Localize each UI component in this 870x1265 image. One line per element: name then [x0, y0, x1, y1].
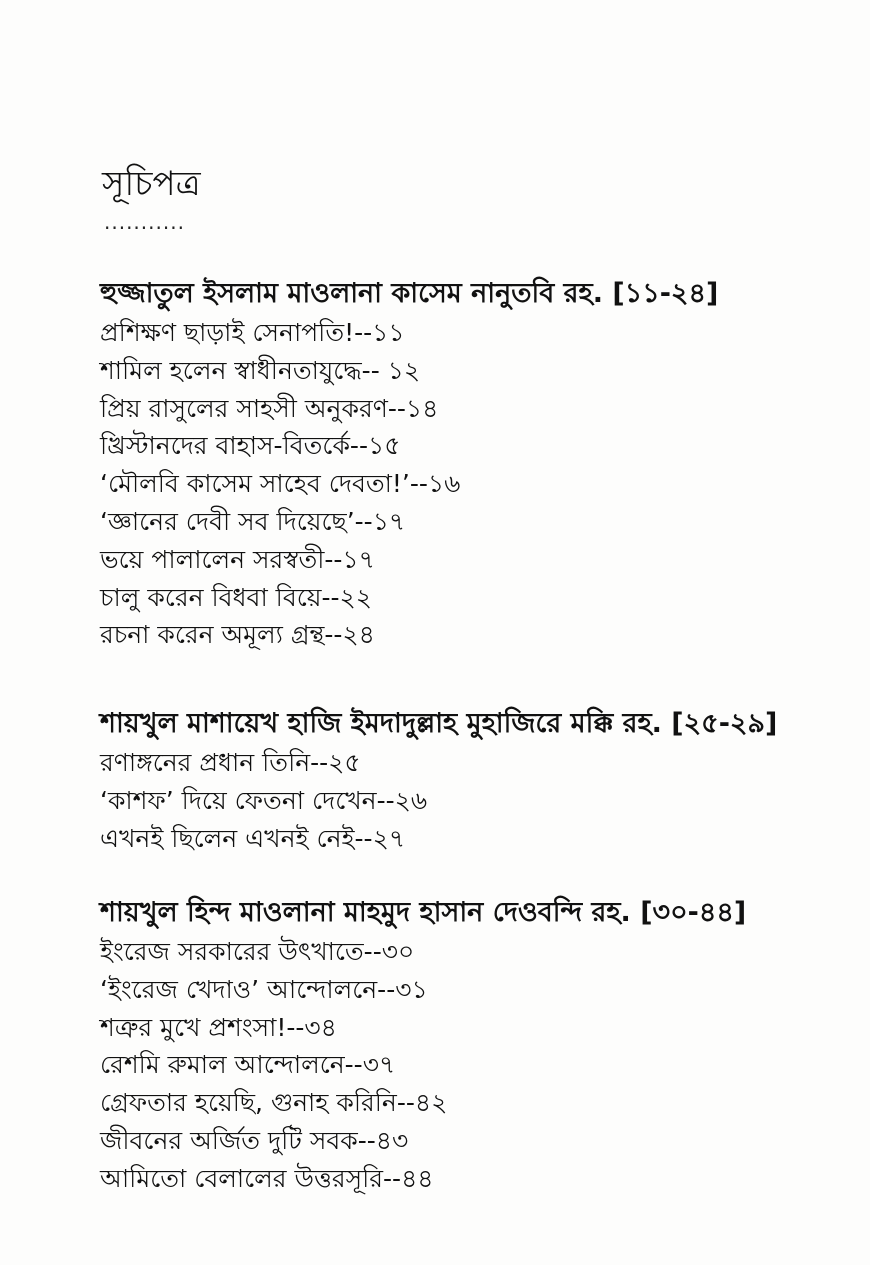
- toc-entry: ইংরেজ সরকারের উৎখাতে--৩০: [100, 937, 415, 966]
- toc-entry: ‘মৌলবি কাসেম সাহেব দেবতা!’--১৬: [100, 469, 461, 499]
- section-heading: হুজ্জাতুল ইসলাম মাওলানা কাসেম নানুতবি রহ. [১১-২৪]: [100, 278, 719, 309]
- toc-entry: প্রিয় রাসুলের সাহসী অনুকরণ--১৪: [100, 393, 439, 423]
- toc-entry: রচনা করেন অমূল্য গ্রন্থ--২৪: [100, 620, 375, 650]
- toc-entry: শামিল হলেন স্বাধীনতাযুদ্ধে-- ১২: [100, 355, 421, 385]
- section-heading: শায়খুল মাশায়েখ হাজি ইমদাদুল্লাহ মুহাজিরে মক্কি রহ. [২৫-২৯]: [100, 708, 778, 739]
- title-dotted-underline: ...........: [104, 210, 185, 234]
- toc-entry: আমিতো বেলালের উত্তরসূরি--৪৪: [100, 1163, 434, 1193]
- toc-entry: রণাঙ্গনের প্রধান তিনি--২৫: [100, 748, 361, 777]
- toc-entry: ‘ইংরেজ খেদাও’ আন্দোলনে--৩১: [100, 974, 428, 1004]
- toc-entry: শত্রুর মুখে প্রশংসা!--৩৪: [100, 1012, 337, 1042]
- toc-entry: প্রশিক্ষণ ছাড়াই সেনাপতি!--১১: [100, 318, 405, 347]
- page-title: সূচিপত্র: [102, 164, 201, 204]
- toc-section-mahmud-hasan: [100, 893, 860, 1198]
- toc-section-imdadullah: [100, 704, 860, 857]
- toc-entry: ‘জ্ঞানের দেবী সব দিয়েছে’--১৭: [100, 506, 406, 536]
- toc-section-nanutvi: [100, 274, 860, 654]
- toc-entry: ‘কাশফ’ দিয়ে ফেতনা দেখেন--২৬: [100, 785, 428, 815]
- toc-entry: এখনই ছিলেন এখনই নেই--২৭: [100, 823, 406, 853]
- toc-entry: জীবনের অর্জিত দুটি সবক--৪৩: [100, 1125, 409, 1155]
- toc-entry: গ্রেফতার হয়েছি, গুনাহ করিনি--৪২: [100, 1088, 448, 1118]
- section-heading: শায়খুল হিন্দ মাওলানা মাহমুদ হাসান দেওবন্দি রহ. [৩০-৪৪]: [100, 897, 747, 928]
- toc-entry: খ্রিস্টানদের বাহাস-বিতর্কে--১৫: [100, 431, 401, 461]
- toc-entry: রেশমি রুমাল আন্দোলনে--৩৭: [100, 1050, 396, 1080]
- toc-entry: চালু করেন বিধবা বিয়ে--২২: [100, 582, 373, 612]
- toc-entry: ভয়ে পালালেন সরস্বতী--১৭: [100, 544, 375, 574]
